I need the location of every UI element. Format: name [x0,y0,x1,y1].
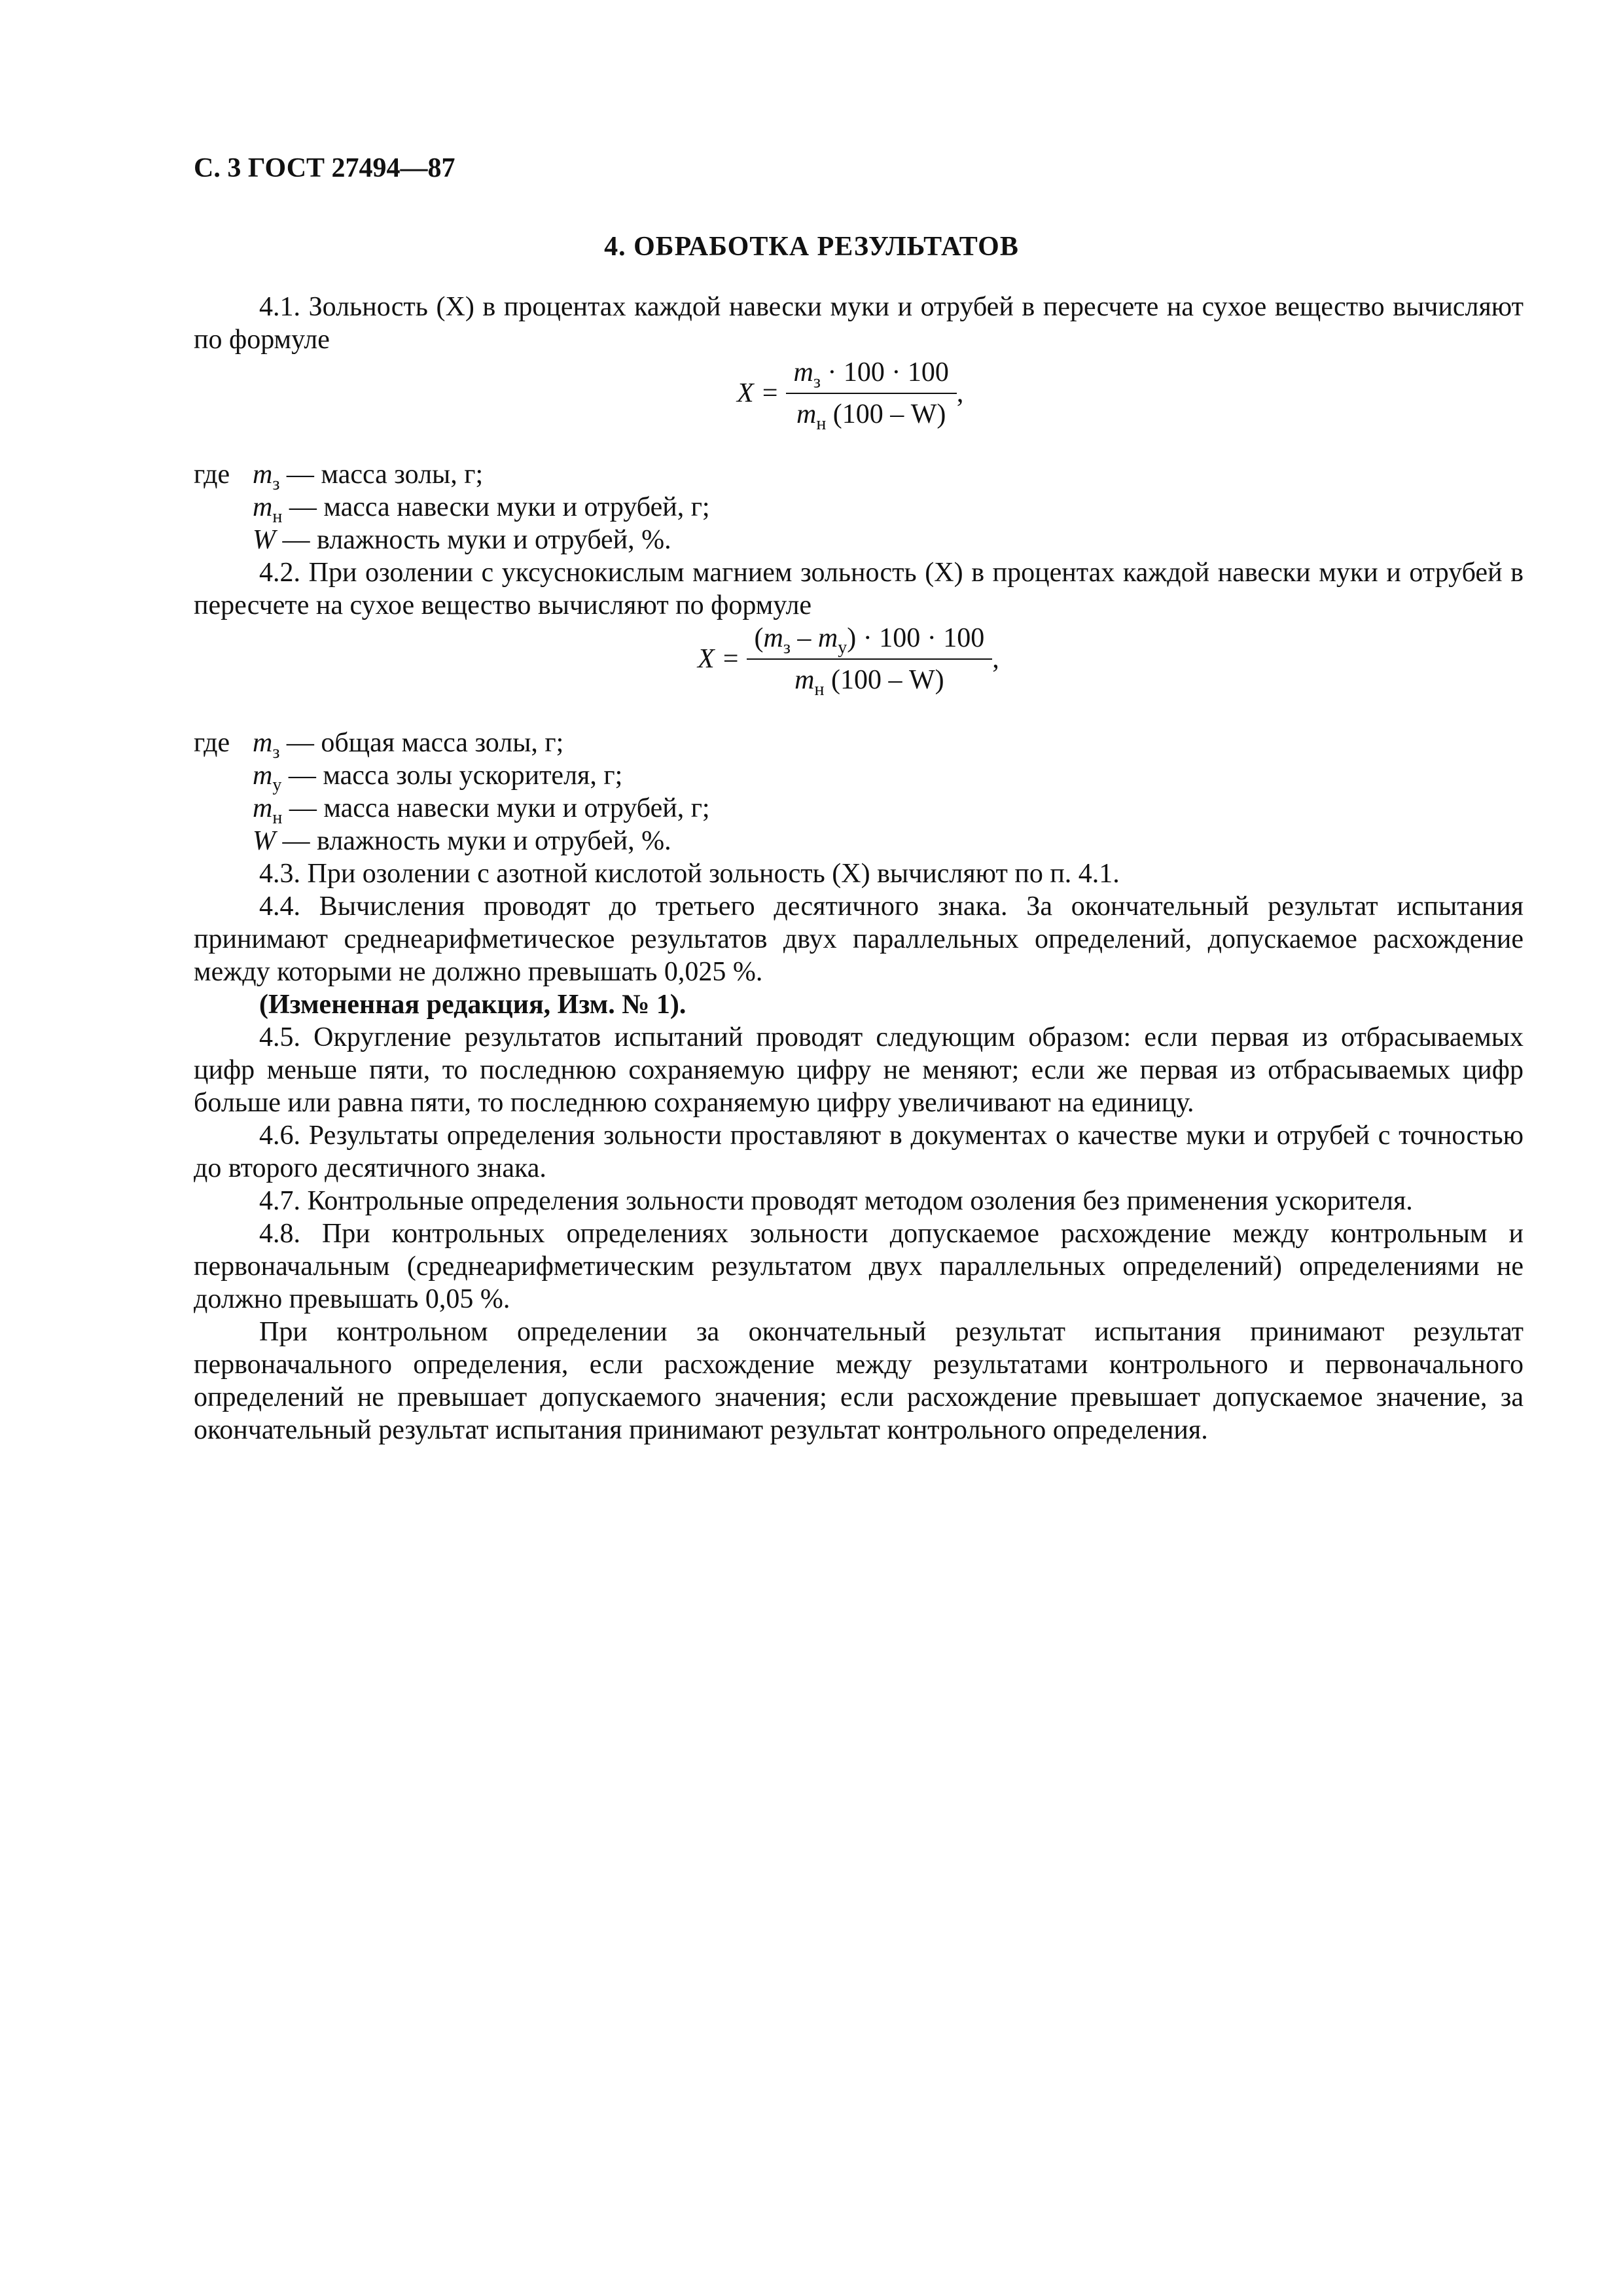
page-header: С. 3 ГОСТ 27494—87 [194,153,455,183]
where-item: $m_у$ — масса золы ускорителя, г; [253,761,623,795]
formula-2-denominator: $m_н$ (100 – W) [794,665,944,700]
paragraph-4-1: 4.1. Зольность (X) в процентах каждой навески муки и отрубей в пересчете на сухое вещество вычисляют по формуле [194,292,1524,355]
where-list-2 [194,726,1524,857]
formula-1-lhs: X = [737,378,779,408]
formula-2-tail: , [992,644,999,674]
where-item: $m_н$ — масса навески муки и отрубей, г; [253,793,710,828]
formula-1-tail: , [956,378,964,408]
formula-1-fraction [786,356,957,434]
where-list-1 [194,458,1524,556]
paragraph-4-8: 4.8. При контрольных определениях зольности допускаемое расхождение между контрольным и первоначальным (среднеарифметическим результатом двух параллельных определений) определениями не должно превышать 0,05 %. [194,1219,1524,1314]
document-body [194,291,1524,1446]
where-item: $m_н$ — масса навески муки и отрубей, г; [253,492,710,527]
formula-1-numerator: $m_з \cdot 100 \cdot 100$ [786,356,957,394]
paragraph-4-4: 4.4. Вычисления проводят до третьего десятичного знака. За окончательный результат испытания принимают среднеарифметическое результатов двух параллельных определений, допускаемое расхождение между которыми не должно превышать 0,025 %. [194,891,1524,987]
formula-2-lhs: X = [698,644,740,674]
paragraph-4-3: 4.3. При озолении с азотной кислотой зольность (X) вычисляют по п. 4.1. [259,859,1120,889]
paragraph-final: При контрольном определении за окончательный результат испытания принимают результат первоначального определения, если расхождение между результатами контрольного и первоначального определений не превышает допускаемого значения; если расхождение превышает допускаемое значение, за окончательный результат испытания принимают результат контрольного определения. [194,1317,1524,1445]
section-title: 4. ОБРАБОТКА РЕЗУЛЬТАТОВ [604,232,1019,262]
paragraph-4-5: 4.5. Округление результатов испытаний проводят следующим образом: если первая из отбрасываемых цифр меньше пяти, то последнюю сохраняемую цифру не меняют; если же первая из отбрасываемых цифр больше или равна пяти, то последнюю сохраняемую цифру увеличивают на единицу. [194,1022,1524,1118]
paragraph-4-7: 4.7. Контрольные определения зольности проводят методом озоления без применения ускорителя. [259,1186,1413,1216]
amendment-note: (Измененная редакция, Изм. № 1). [259,990,687,1020]
formula-1-denominator: $m_н$ (100 – W) [796,399,946,434]
formula-2-fraction [747,622,993,700]
where-item: где $m_з$ — масса золы, г; [194,459,484,494]
paragraph-4-6: 4.6. Результаты определения зольности проставляют в документах о качестве муки и отрубей с точностью до второго десятичного знака. [194,1121,1524,1183]
where-item: W — влажность муки и отрубей, %. [253,826,671,856]
where-item: W — влажность муки и отрубей, %. [253,525,671,555]
formula-2-numerator: $(m_з - m_у) \cdot 100 \cdot 100$ [747,622,993,660]
where-item: где $m_з$ — общая масса золы, г; [194,728,564,762]
paragraph-4-2: 4.2. При озолении с уксуснокислым магнием зольность (X) в процентах каждой навески муки и отрубей в пересчете на сухое вещество вычисляют по формуле [194,558,1524,620]
formula-2 [194,622,1524,726]
formula-1 [194,356,1524,458]
